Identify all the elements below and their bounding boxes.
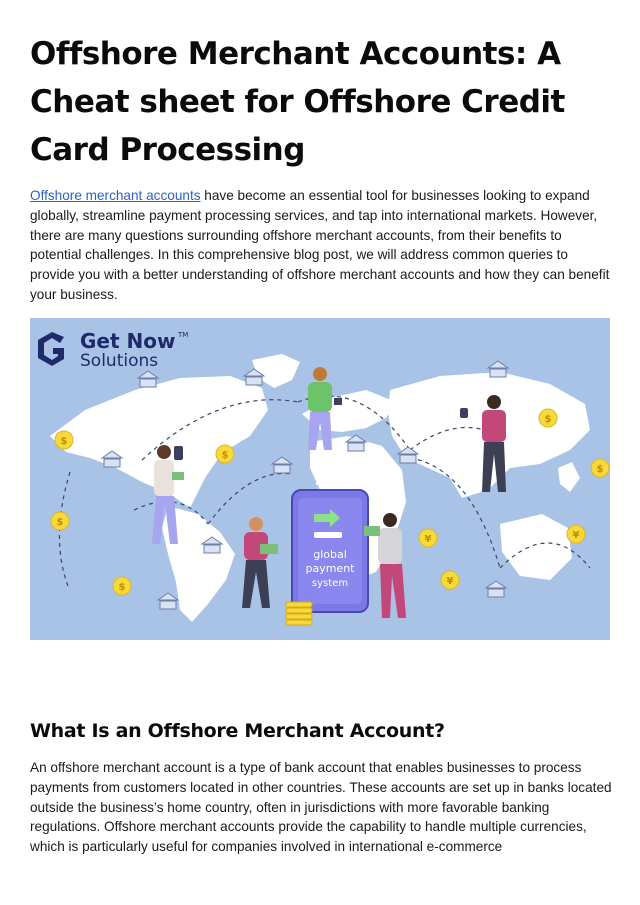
coin-icon — [113, 577, 131, 595]
svg-text:$: $ — [544, 414, 552, 425]
svg-text:$: $ — [56, 517, 64, 528]
coin-stack-icon — [286, 602, 312, 625]
brand-name: Get Now — [80, 329, 176, 353]
payment-phone — [286, 479, 368, 625]
svg-text:¥: ¥ — [424, 534, 432, 545]
svg-text:$: $ — [596, 464, 604, 475]
coin-icon — [419, 529, 437, 547]
coin-icon — [216, 445, 234, 463]
phone-text-line3: system — [311, 578, 349, 589]
coin-icon — [591, 459, 609, 477]
svg-text:$: $ — [118, 582, 126, 593]
person-center-left — [242, 517, 278, 608]
hero-illustration — [30, 318, 610, 640]
coin-icon — [441, 571, 459, 589]
brand-logo — [38, 329, 188, 371]
svg-text:¥: ¥ — [446, 576, 454, 587]
brand-subtitle: Solutions — [80, 351, 159, 371]
coin-icon — [51, 512, 69, 530]
svg-text:$: $ — [221, 450, 229, 461]
phone-text-line2: payment — [305, 562, 355, 575]
svg-text:$: $ — [60, 436, 68, 447]
section-paragraph: An offshore merchant account is a type of bank account that enables businesses to process payments from customers located in other countries. These accounts are set up in banks located outside the business’s home country, often in jurisdictions with more favorable banking regulations. Offshore merchant accounts provide the capability to handle multiple currencies, which is particularly useful for companies involved in international e-commerce — [30, 760, 612, 855]
section-heading: What Is an Offshore Merchant Account? — [30, 720, 445, 742]
coin-icon — [567, 525, 585, 543]
trademark-mark: TM — [178, 331, 189, 339]
coin-icon — [539, 409, 557, 427]
coin-icon — [55, 431, 73, 449]
g-logo-icon — [38, 332, 64, 366]
phone-text-line1: global — [313, 548, 347, 561]
intro-text: have become an essential tool for businesses looking to expand globally, streamline payment processing services, and tap into international markets. However, there are many questions surrounding offshore merchant accounts, from their benefits to potential challenges. In this comprehensive blog post, we will address common queries to provide you with a better understanding of offshore merchant accounts and how they can benefit your business. — [30, 188, 610, 302]
intro-paragraph — [30, 186, 612, 305]
offshore-merchant-accounts-link[interactable]: Offshore merchant accounts — [30, 188, 201, 203]
article-title: Offshore Merchant Accounts: A Cheat sheet for Offshore Credit Card Processing — [30, 36, 565, 168]
svg-text:¥: ¥ — [572, 530, 580, 541]
